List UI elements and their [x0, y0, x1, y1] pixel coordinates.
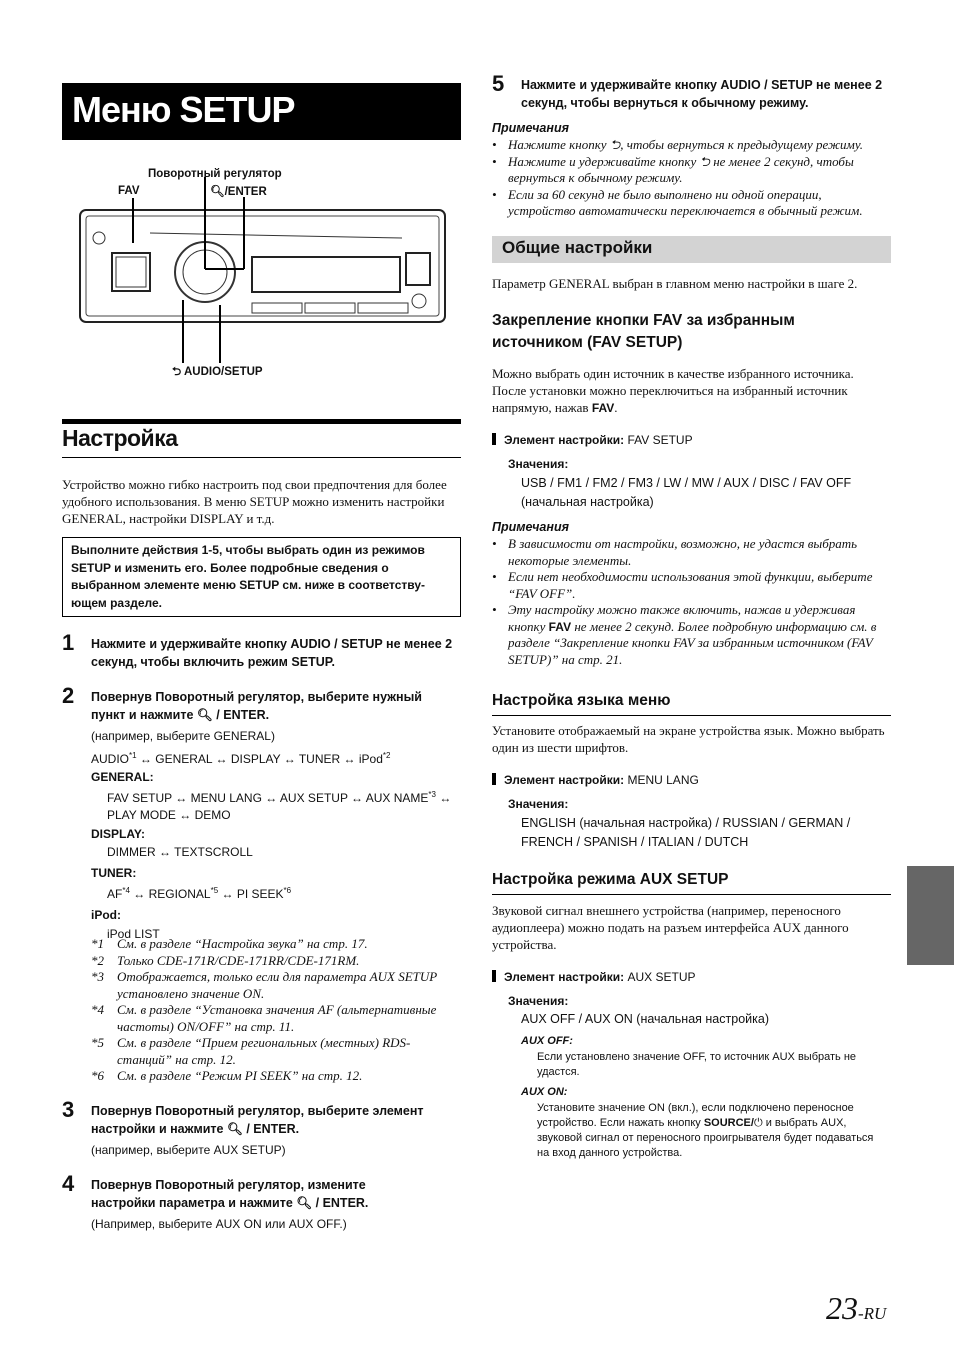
instruction-box: [62, 537, 461, 617]
note-item: • Нажмите кнопку ⮌, чтобы вернуться к предыдущему режиму.: [492, 137, 864, 152]
aux-body: Звуковой сигнал внешнего устройства (например, переносного аудиоплеера) можно подать на разъем интерфейса AUX данного устройства.: [492, 903, 849, 952]
search-icon: 🔍︎: [296, 1196, 313, 1210]
back-icon: ⮌: [172, 366, 182, 378]
fn-key: *5: [91, 1035, 104, 1050]
item-value: MENU LANG: [627, 773, 699, 787]
step-example: (например, выберите AUX SETUP): [91, 1143, 286, 1157]
footnote: [91, 969, 461, 1002]
submenu-items: DIMMER ↔ TEXTSCROLL: [107, 845, 253, 859]
aux-heading: Настройка режима AUX SETUP: [492, 871, 729, 888]
step-number: 2: [62, 683, 75, 708]
step-text: [91, 688, 459, 724]
knob-label: Поворотный регулятор: [148, 168, 282, 180]
values-text: USB / FM1 / FM2 / FM3 / LW / MW / AUX / DISC / FAV OFF (начальная настройка): [521, 476, 852, 509]
t: ↔ REGIONAL: [129, 887, 211, 901]
footnote: [91, 1068, 461, 1085]
t: PLAY MODE ↔ DEMO: [107, 808, 231, 822]
t: В зависимости от настройки, возможно, не удастся выбрать некоторые элементы.: [508, 536, 858, 568]
t: , чтобы вернуться к предыдущему режиму.: [620, 137, 864, 152]
fn-key: *2: [91, 952, 104, 968]
search-icon: 🔍︎: [210, 186, 225, 198]
t: Установите значение ON (вкл.), если подключено переносное устройство. Если нажать кнопку: [537, 1102, 854, 1129]
back-icon: ⮌: [609, 137, 621, 152]
notes-1: [492, 121, 891, 220]
footnote-ref: *2: [382, 751, 391, 760]
fn-key: *4: [91, 1002, 104, 1017]
fn-key: *3: [91, 969, 104, 984]
t: AF: [107, 887, 123, 901]
values-label: Значения:: [508, 994, 569, 1008]
t: .: [614, 400, 618, 415]
item-label: Элемент настройки:: [504, 433, 625, 447]
t: SOURCE/: [703, 1117, 754, 1129]
t: не менее 2 секунд, чтобы вернуться к обычному режиму.: [508, 153, 854, 185]
general-intro: Параметр GENERAL выбран в главном меню настройки в шаге 2.: [492, 276, 858, 291]
fn-text: См. в разделе “Прием региональных (местных) RDS-станций” на стр. 12.: [117, 1035, 411, 1067]
fn-key: *6: [91, 1068, 104, 1083]
section-heading-setup: Настройка: [62, 425, 178, 451]
page-suffix: -RU: [858, 1304, 887, 1323]
fn-text: См. в разделе “Установка значения AF (альтернативные частоты) ON/OFF” на стр. 11.: [117, 1002, 437, 1034]
step-text: [91, 1102, 459, 1138]
t: Нажмите и удерживайте кнопку: [508, 153, 697, 169]
t: и выбрать AUX, звуковой сигнал от переносного проигрывателя будет подаваться на вход данного устройства.: [537, 1117, 874, 1159]
lang-item: [492, 772, 699, 789]
step-text-b: / ENTER.: [246, 1122, 300, 1136]
step-example: (Например, выберите AUX ON или AUX OFF.): [91, 1217, 347, 1231]
values-label: Значения:: [508, 457, 569, 471]
footnote-ref: *6: [283, 886, 292, 895]
t: Если нет необходимости использования этой функции, выберите “FAV OFF”.: [508, 569, 873, 601]
page-number: [826, 1290, 886, 1327]
search-icon: 🔍︎: [196, 708, 213, 722]
aux-on-text: [537, 1101, 887, 1161]
step-number: 4: [62, 1171, 75, 1196]
footnote: [91, 1002, 461, 1035]
footnote-ref: *3: [428, 790, 436, 799]
t: ↔ PI SEEK: [218, 887, 284, 901]
footnotes: [91, 936, 461, 1085]
fn-text: См. в разделе “Режим PI SEEK” на стр. 12.: [117, 1068, 363, 1083]
submenu-items: [91, 882, 461, 903]
fn-key: *1: [91, 936, 104, 951]
t: FAV: [548, 619, 572, 634]
step-number: 3: [62, 1097, 75, 1122]
step-number: 1: [62, 630, 75, 655]
t: AUDIO: [91, 752, 130, 766]
footnote: [91, 1035, 461, 1068]
fav-body: [492, 365, 891, 417]
step-text-b: / ENTER.: [315, 1196, 369, 1210]
divider: [492, 894, 891, 895]
search-icon: 🔍︎: [226, 1122, 243, 1136]
device-diagram: [62, 165, 462, 385]
item-value: AUX SETUP: [627, 970, 696, 984]
t: Эту настройку можно также включить, нажав и удерживая кнопку: [508, 602, 856, 634]
car-stereo-illustration: [62, 165, 462, 385]
lang-heading: Настройка языка меню: [492, 692, 671, 709]
t: Можно выбрать один источник в качестве избранного источника. После установки можно переключиться на избранный источник напрямую, нажав: [492, 366, 854, 415]
notes-heading: Примечания: [492, 121, 569, 135]
aux-on-label: AUX ON:: [521, 1086, 568, 1098]
step-text-a: Повернув Поворотный регулятор, выберите элемент настройки и нажмите: [91, 1104, 424, 1136]
aux-item: [492, 969, 695, 986]
submenu-label: TUNER:: [91, 866, 137, 880]
menu-chain: [91, 747, 390, 768]
t: Нажмите кнопку: [508, 137, 607, 152]
values-text: ENGLISH (начальная настройка) / RUSSIAN / GERMAN / FRENCH / SPANISH / ITALIAN / DUTCH: [521, 816, 851, 849]
notes-heading: Примечания: [492, 520, 569, 534]
audio-setup-text: AUDIO/SETUP: [184, 366, 263, 378]
power-icon: ⏻: [753, 1117, 763, 1129]
note-item: • В зависимости от настройки, возможно, не удастся выбрать некоторые элементы.: [492, 536, 891, 569]
back-icon: ⮌: [699, 153, 710, 169]
step-text: [91, 1176, 411, 1212]
enter-text: /ENTER: [224, 186, 267, 198]
page-title: Меню SETUP: [62, 83, 461, 140]
instruction-box-text: Выполните действия 1-5, чтобы выбрать один из режимов SETUP и изменить его. Более подробные сведения о выбранном элементе меню SETUP см. ниже в соответству-ющем разделе.: [71, 543, 425, 610]
fn-text: Отображается, только если для параметра AUX SETUP установлено значение ON.: [117, 969, 437, 1001]
divider: [62, 419, 461, 424]
values-label: Значения:: [508, 797, 569, 811]
page-num: 23: [826, 1290, 858, 1326]
step-text-a: Повернув Поворотный регулятор, выберите нужный пункт и нажмите: [91, 690, 422, 722]
item-label: Элемент настройки:: [504, 970, 625, 984]
section-heading-general: Общие настройки: [492, 236, 891, 263]
t: ↔ GENERAL ↔ DISPLAY ↔ TUNER ↔ iPod: [136, 752, 383, 766]
submenu-label: iPod:: [91, 908, 121, 922]
footnote-ref: *4: [122, 886, 130, 895]
fav-heading: Закрепление кнопки FAV за избранным источником (FAV SETUP): [492, 312, 795, 351]
submenu-label: DISPLAY:: [91, 827, 146, 841]
step-text-a: Повернув Поворотный регулятор, измените настройки параметра и нажмите: [91, 1178, 366, 1210]
fav-item: [492, 432, 693, 449]
step-text-b: / ENTER.: [216, 708, 270, 722]
submenu-list: [91, 769, 461, 943]
fav-label: FAV: [118, 185, 140, 197]
divider: [492, 715, 891, 716]
notes-2: [492, 520, 891, 668]
note-item: • Эту настройку можно также включить, нажав и удерживая кнопку FAV не менее 2 секунд. Более подробную информацию см. в разделе “Закрепление кнопки FAV за избранным источником (FAV SETUP)” на стр. 21.: [492, 602, 877, 667]
t: ↔: [435, 791, 452, 805]
section-tab: [907, 866, 954, 965]
divider: [62, 457, 461, 458]
t: Если за 60 секунд не было выполнено ни одной операции, устройство автоматически переключается в обычный режим.: [508, 186, 863, 218]
t: не менее 2 секунд. Более подробную информацию см. в разделе “Закрепление кнопки FAV за избранным источником (FAV SETUP)” на стр. 21.: [508, 618, 877, 667]
setup-intro: Устройство можно гибко настроить под свои предпочтения для более удобного использования. В меню SETUP можно изменить настройки GENERAL, настройки DISPLAY и т.д.: [62, 477, 447, 526]
values-text: AUX OFF / AUX ON (начальная настройка): [521, 1012, 769, 1026]
step-number: 5: [492, 71, 505, 96]
audio-setup-label: [172, 364, 263, 383]
t: FAV SETUP ↔ MENU LANG ↔ AUX SETUP ↔ AUX NAME: [107, 791, 429, 805]
aux-off-label: AUX OFF:: [521, 1035, 573, 1047]
step-text: Нажмите и удерживайте кнопку AUDIO / SETUP не менее 2 секунд, чтобы вернуться к обычному режиму.: [521, 78, 883, 110]
note-item: • Если нет необходимости использования этой функции, выберите “FAV OFF”.: [492, 569, 891, 602]
footnote-ref: *5: [210, 886, 219, 895]
lang-body: Установите отображаемый на экране устройства язык. Можно выбрать один из шести шрифтов.: [492, 723, 885, 755]
submenu-items: iPod LIST: [107, 927, 160, 941]
aux-off-text: Если установлено значение OFF, то источник AUX выбрать не удастся.: [537, 1051, 857, 1078]
note-item: • Нажмите и удерживайте кнопку ⮌ не менее 2 секунд, чтобы вернуться к обычному режиму.: [492, 153, 854, 185]
note-item: • Если за 60 секунд не было выполнено ни одной операции, устройство автоматически переключается в обычный режим.: [492, 187, 891, 220]
fn-text: См. в разделе “Настройка звука” на стр. 17.: [117, 936, 368, 951]
item-label: Элемент настройки:: [504, 773, 625, 787]
fn-text: Только CDE-171R/CDE-171RR/CDE-171RM.: [117, 952, 360, 968]
step-example: (например, выберите GENERAL): [91, 729, 275, 743]
item-value: FAV SETUP: [627, 433, 693, 447]
submenu-items: [91, 786, 461, 824]
t: FAV: [591, 401, 615, 415]
footnote-ref: *1: [129, 751, 137, 760]
step-text: Нажмите и удерживайте кнопку AUDIO / SETUP не менее 2 секунд, чтобы включить режим SETUP.: [91, 637, 453, 669]
submenu-label: GENERAL:: [91, 770, 154, 784]
footnote: [91, 936, 461, 953]
footnote: [91, 953, 461, 970]
